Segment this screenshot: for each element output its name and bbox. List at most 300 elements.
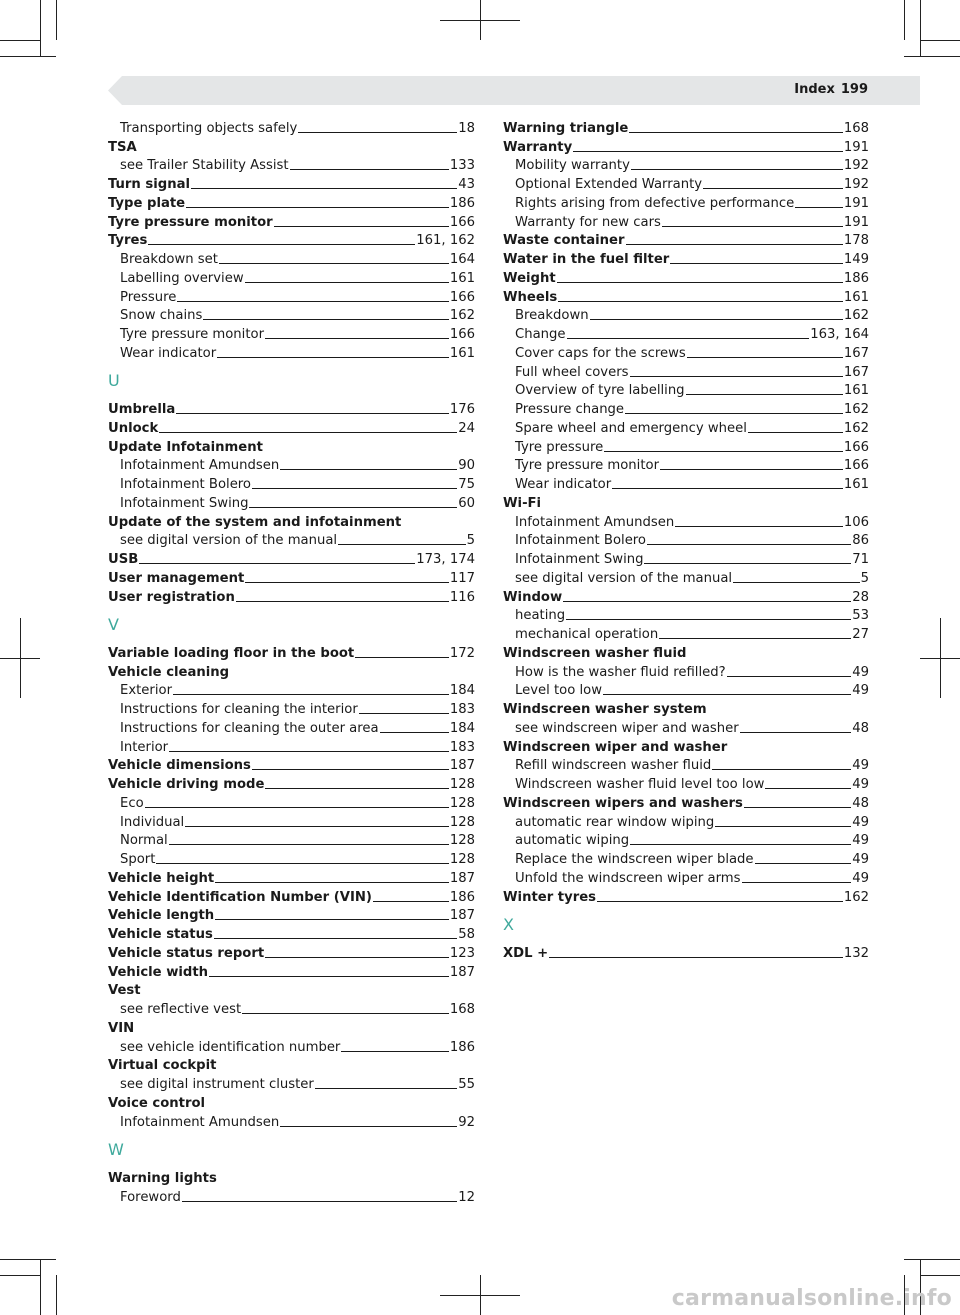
page-reference[interactable]: 184 <box>449 720 475 736</box>
page-reference[interactable]: 178 <box>843 233 869 249</box>
index-subentry[interactable] <box>503 512 869 531</box>
leader-line <box>662 226 843 227</box>
entry-label: Type plate <box>108 195 186 211</box>
page-reference[interactable]: 184 <box>449 683 475 699</box>
index-subentry[interactable] <box>108 531 475 550</box>
leader-line <box>567 338 810 339</box>
index-subentry[interactable] <box>108 718 475 737</box>
entry-label: Windscreen washer fluid level too low <box>515 777 765 792</box>
page-reference[interactable]: 128 <box>449 833 475 849</box>
leader-line <box>566 619 851 620</box>
page-reference[interactable]: 132 <box>843 945 869 961</box>
page-reference[interactable]: 161 <box>843 383 869 399</box>
page-reference[interactable]: 162 <box>843 889 869 905</box>
index-subentry[interactable] <box>503 549 869 568</box>
page-reference[interactable]: 55 <box>458 1077 475 1092</box>
page-reference[interactable]: 187 <box>449 758 475 774</box>
page-reference[interactable]: 191 <box>843 139 869 155</box>
index-subentry[interactable] <box>108 156 475 175</box>
index-subentry[interactable] <box>503 662 869 681</box>
entry-label: Vehicle height <box>108 870 215 886</box>
index-entry[interactable] <box>503 943 869 962</box>
index-entry[interactable] <box>503 268 869 287</box>
page-reference[interactable]: 92 <box>458 1114 475 1130</box>
page-reference[interactable]: 27 <box>852 627 869 642</box>
page-reference[interactable]: 71 <box>852 552 869 567</box>
index-subentry[interactable] <box>108 324 475 343</box>
index-entry[interactable] <box>108 399 475 418</box>
entry-label: Warning lights <box>108 1170 217 1186</box>
leader-line <box>265 338 449 339</box>
leader-line <box>274 226 449 227</box>
index-entry[interactable] <box>108 174 475 193</box>
entry-label: Winter tyres <box>503 889 596 905</box>
page-reference[interactable]: 48 <box>852 795 869 811</box>
entry-label: Tyre pressure monitor <box>120 327 264 342</box>
entry-label: see digital version of the manual <box>515 570 733 586</box>
leader-line <box>315 1088 457 1089</box>
leader-line <box>573 151 843 152</box>
watermark: carmanualsonline.info <box>671 1286 952 1311</box>
page-reference[interactable]: 117 <box>449 570 475 586</box>
crop-mark <box>904 0 905 40</box>
index-subentry[interactable] <box>503 193 869 212</box>
page-reference[interactable]: 163, 164 <box>810 327 869 342</box>
index-subentry[interactable] <box>503 156 869 175</box>
page-reference[interactable]: 186 <box>449 1039 475 1055</box>
page-reference[interactable]: 162 <box>843 308 869 324</box>
index-subentry[interactable] <box>108 249 475 268</box>
leader-line <box>603 694 851 695</box>
index-subentry[interactable] <box>108 474 475 493</box>
index-column-right <box>503 118 869 962</box>
leader-line <box>341 1051 448 1052</box>
entry-label: Vehicle status report <box>108 945 265 961</box>
page-reference[interactable]: 166 <box>843 458 869 474</box>
page-reference[interactable]: 166 <box>449 214 475 230</box>
leader-line <box>191 188 457 189</box>
page-reference[interactable]: 172 <box>449 645 475 661</box>
index-entry[interactable] <box>108 212 475 231</box>
index-entry[interactable] <box>108 774 475 793</box>
index-subentry[interactable] <box>108 999 475 1018</box>
leader-line <box>236 601 449 602</box>
crop-mark <box>0 1275 40 1276</box>
leader-line <box>242 1013 449 1014</box>
leader-line <box>252 488 457 489</box>
page-reference[interactable]: 192 <box>843 158 869 174</box>
entry-label: Weight <box>503 270 556 286</box>
page-reference[interactable]: 166 <box>449 327 475 342</box>
page-reference[interactable]: 128 <box>449 777 475 792</box>
index-subentry[interactable] <box>503 849 869 868</box>
index-subentry[interactable] <box>503 456 869 475</box>
index-subentry[interactable] <box>108 287 475 306</box>
index-subentry[interactable] <box>108 849 475 868</box>
entry-label: VIN <box>108 1020 135 1036</box>
entry-label: heating <box>515 608 566 624</box>
page-reference[interactable]: 161 <box>843 477 869 492</box>
page-reference[interactable]: 28 <box>852 589 869 605</box>
page-reference[interactable]: 191 <box>843 195 869 211</box>
index-entry <box>503 737 869 756</box>
page-reference[interactable]: 173, 174 <box>416 552 475 567</box>
entry-label: Virtual cockpit <box>108 1058 217 1074</box>
entry-label: Windscreen wipers and washers <box>503 795 743 811</box>
leader-line <box>687 357 843 358</box>
crop-mark <box>920 40 960 41</box>
entry-label: see reflective vest <box>120 1002 242 1017</box>
index-subentry[interactable] <box>503 831 869 850</box>
index-entry[interactable] <box>503 887 869 906</box>
entry-label: automatic wiping <box>515 833 630 849</box>
index-subentry[interactable] <box>108 1187 475 1206</box>
page-reference[interactable]: 48 <box>852 720 869 736</box>
index-entry <box>108 981 475 1000</box>
index-subentry[interactable] <box>503 681 869 700</box>
entry-label: Update of the system and infotainment <box>108 514 402 530</box>
index-entry[interactable] <box>108 924 475 943</box>
entry-label: Mobility warranty <box>515 158 630 174</box>
page-reference[interactable]: 186 <box>449 889 475 905</box>
leader-line <box>670 263 843 264</box>
entry-label: User management <box>108 570 245 586</box>
leader-line <box>176 413 449 414</box>
entry-label: Infotainment Swing <box>120 495 249 511</box>
index-subentry[interactable] <box>503 756 869 775</box>
entry-label: Eco <box>120 795 144 811</box>
crop-mark <box>940 618 941 698</box>
leader-line <box>629 132 843 133</box>
leader-line <box>203 319 448 320</box>
index-entry <box>108 1056 475 1075</box>
entry-label: Breakdown <box>515 308 589 324</box>
running-header <box>788 80 868 100</box>
leader-line <box>355 657 449 658</box>
index-subentry[interactable] <box>503 306 869 325</box>
page-reference[interactable]: 49 <box>852 683 869 699</box>
entry-label: Instructions for cleaning the outer area <box>120 720 379 736</box>
index-subentry[interactable] <box>503 362 869 381</box>
leader-line <box>644 563 851 564</box>
leader-line <box>373 901 449 902</box>
entry-label: see digital instrument cluster <box>120 1077 314 1092</box>
index-subentry[interactable] <box>503 343 869 362</box>
entry-label: Full wheel covers <box>515 364 629 380</box>
crop-mark <box>0 1259 56 1260</box>
page-reference[interactable]: 90 <box>458 458 475 474</box>
leader-line <box>173 694 449 695</box>
index-subentry[interactable] <box>503 568 869 587</box>
entry-label: Windscreen wiper and washer <box>503 739 728 755</box>
page-reference[interactable]: 133 <box>449 158 475 174</box>
index-subentry[interactable] <box>503 474 869 493</box>
page-reference[interactable]: 49 <box>852 852 869 867</box>
entry-label: Unlock <box>108 420 159 436</box>
index-entry[interactable] <box>108 943 475 962</box>
page-reference[interactable]: 161, 162 <box>416 233 475 249</box>
index-entry[interactable] <box>108 193 475 212</box>
index-entry <box>503 493 869 512</box>
page-reference[interactable]: 5 <box>860 570 869 586</box>
index-subentry[interactable] <box>108 118 475 137</box>
page-reference[interactable]: 5 <box>466 533 475 549</box>
index-entry <box>108 1018 475 1037</box>
leader-line <box>712 769 851 770</box>
index-subentry[interactable] <box>108 1037 475 1056</box>
page-reference[interactable]: 106 <box>843 514 869 530</box>
index-entry[interactable] <box>108 643 475 662</box>
page-reference[interactable]: 49 <box>852 833 869 849</box>
index-subentry[interactable] <box>503 624 869 643</box>
page-reference[interactable]: 167 <box>843 364 869 380</box>
leader-line <box>380 732 449 733</box>
entry-label: Warning triangle <box>503 120 629 136</box>
leader-line <box>742 882 852 883</box>
entry-label: Unfold the windscreen wiper arms <box>515 870 741 886</box>
crop-mark <box>904 1259 960 1260</box>
page-number: 199 <box>840 82 868 97</box>
entry-label: USB <box>108 552 139 567</box>
index-entry[interactable] <box>108 906 475 925</box>
index-subentry[interactable] <box>503 418 869 437</box>
index-entry[interactable] <box>503 118 869 137</box>
index-subentry[interactable] <box>108 1112 475 1131</box>
index-entry[interactable] <box>503 793 869 812</box>
page-reference[interactable]: 187 <box>449 908 475 924</box>
entry-label: Sport <box>120 852 156 867</box>
page-reference[interactable]: 191 <box>843 214 869 230</box>
page-reference[interactable]: 186 <box>449 195 475 211</box>
index-subentry[interactable] <box>503 531 869 550</box>
index-subentry[interactable] <box>503 399 869 418</box>
page-reference[interactable]: 49 <box>852 664 869 680</box>
index-entry[interactable] <box>108 756 475 775</box>
leader-line <box>612 488 843 489</box>
index-entry <box>108 1093 475 1112</box>
leader-line <box>215 882 449 883</box>
index-subentry[interactable] <box>503 174 869 193</box>
entry-label: Interior <box>120 739 169 755</box>
page-reference[interactable]: 166 <box>843 439 869 455</box>
index-entry[interactable] <box>108 962 475 981</box>
entry-label: Update Infotainment <box>108 439 263 455</box>
index-entry <box>108 437 475 456</box>
entry-label: Infotainment Amundsen <box>120 458 280 474</box>
leader-line <box>558 301 843 302</box>
entry-label: see Trailer Stability Assist <box>120 158 289 174</box>
crop-mark <box>480 0 481 40</box>
index-column-left <box>108 118 475 1206</box>
page-reference[interactable]: 24 <box>458 420 475 436</box>
page-reference[interactable]: 49 <box>852 814 869 830</box>
crop-mark <box>904 56 960 57</box>
page-reference[interactable]: 116 <box>449 589 475 605</box>
page-reference[interactable]: 128 <box>449 795 475 811</box>
page-reference[interactable]: 162 <box>843 402 869 417</box>
page-reference[interactable]: 58 <box>458 927 475 942</box>
leader-line <box>280 1126 457 1127</box>
entry-label: XDL + <box>503 945 549 961</box>
leader-line <box>604 451 843 452</box>
entry-label: Windscreen washer fluid <box>503 645 687 661</box>
crop-mark <box>40 1259 41 1315</box>
index-subentry[interactable] <box>503 812 869 831</box>
page-reference[interactable]: 60 <box>458 495 475 511</box>
leader-line <box>186 207 449 208</box>
leader-line <box>590 319 843 320</box>
index-subentry[interactable] <box>108 793 475 812</box>
entry-label: Warranty for new cars <box>515 214 661 230</box>
page-reference[interactable]: 86 <box>852 533 869 549</box>
index-subentry[interactable] <box>503 718 869 737</box>
index-subentry[interactable] <box>503 437 869 456</box>
page-reference[interactable]: 53 <box>852 608 869 624</box>
index-subentry[interactable] <box>503 324 869 343</box>
leader-line <box>626 244 843 245</box>
index-entry <box>108 137 475 156</box>
page-reference[interactable]: 149 <box>843 252 869 267</box>
entry-label: Infotainment Amundsen <box>515 514 675 530</box>
leader-line <box>631 169 843 170</box>
index-subentry[interactable] <box>503 212 869 231</box>
entry-label: Variable loading floor in the boot <box>108 645 355 661</box>
crop-mark <box>40 0 41 56</box>
crop-mark <box>56 0 57 40</box>
index-subentry[interactable] <box>503 774 869 793</box>
leader-line <box>675 526 843 527</box>
entry-label: mechanical operation <box>515 627 659 642</box>
page-reference[interactable]: 192 <box>843 177 869 192</box>
entry-label: Windscreen washer system <box>503 702 707 717</box>
leader-line <box>219 263 449 264</box>
index-subentry[interactable] <box>503 381 869 400</box>
leader-line <box>359 713 449 714</box>
leader-line <box>156 863 448 864</box>
index-entry <box>503 699 869 718</box>
index-entry[interactable] <box>503 137 869 156</box>
entry-label: Refill windscreen washer fluid <box>515 758 712 774</box>
index-entry[interactable] <box>108 568 475 587</box>
page-reference[interactable]: 183 <box>449 702 475 717</box>
index-entry[interactable] <box>108 549 475 568</box>
page-reference[interactable]: 176 <box>449 402 475 417</box>
page-reference[interactable]: 162 <box>843 420 869 436</box>
entry-label: User registration <box>108 589 235 605</box>
page-reference[interactable]: 168 <box>843 120 869 136</box>
index-entry[interactable] <box>108 868 475 887</box>
index-subentry[interactable] <box>108 268 475 287</box>
crop-mark <box>56 1275 57 1315</box>
page-reference[interactable]: 164 <box>449 252 475 267</box>
page-reference[interactable]: 187 <box>449 964 475 980</box>
index-entry[interactable] <box>503 287 869 306</box>
index-subentry[interactable] <box>108 1074 475 1093</box>
page-reference[interactable]: 49 <box>852 758 869 774</box>
entry-label: see windscreen wiper and washer <box>515 720 739 736</box>
index-entry[interactable] <box>108 418 475 437</box>
index-subentry[interactable] <box>108 456 475 475</box>
entry-label: Replace the windscreen wiper blade <box>515 852 754 867</box>
page-reference[interactable]: 187 <box>449 870 475 886</box>
entry-label: Normal <box>120 833 168 849</box>
page-reference[interactable]: 161 <box>449 270 475 286</box>
leader-line <box>659 638 851 639</box>
index-subentry[interactable] <box>108 812 475 831</box>
entry-label: Water in the fuel filter <box>503 252 670 267</box>
index-entry[interactable] <box>108 887 475 906</box>
leader-line <box>755 863 852 864</box>
entry-label: Breakdown set <box>120 252 218 267</box>
entry-label: Spare wheel and emergency wheel <box>515 420 747 436</box>
leader-line <box>159 432 457 433</box>
page-reference[interactable]: 49 <box>852 870 869 886</box>
entry-label: Instructions for cleaning the interior <box>120 702 358 717</box>
page-reference[interactable]: 161 <box>843 289 869 305</box>
leader-line <box>265 788 448 789</box>
page-reference[interactable]: 186 <box>843 270 869 286</box>
entry-label: Optional Extended Warranty <box>515 177 703 192</box>
index-entry[interactable] <box>503 587 869 606</box>
index-subentry[interactable] <box>108 737 475 756</box>
page-reference[interactable]: 12 <box>458 1189 475 1205</box>
index-subentry[interactable] <box>503 606 869 625</box>
index-subentry[interactable] <box>108 306 475 325</box>
page-reference[interactable]: 167 <box>843 345 869 361</box>
index-subentry[interactable] <box>108 699 475 718</box>
leader-line <box>249 507 457 508</box>
index-subentry[interactable] <box>108 343 475 362</box>
page-reference[interactable]: 128 <box>449 814 475 830</box>
index-entry <box>108 662 475 681</box>
page-reference[interactable]: 123 <box>449 945 475 961</box>
page-reference[interactable]: 128 <box>449 852 475 867</box>
leader-line <box>765 788 851 789</box>
entry-label: Snow chains <box>120 308 203 324</box>
page-reference[interactable]: 18 <box>458 120 475 136</box>
leader-line <box>715 826 851 827</box>
page-reference[interactable]: 166 <box>449 289 475 305</box>
page-reference[interactable]: 75 <box>458 477 475 492</box>
entry-label: Vehicle cleaning <box>108 664 230 680</box>
index-entry[interactable] <box>503 231 869 250</box>
entry-label: Vehicle length <box>108 908 215 924</box>
leader-line <box>597 901 843 902</box>
leader-line <box>214 938 457 939</box>
index-entry[interactable] <box>108 587 475 606</box>
leader-line <box>740 732 852 733</box>
index-subentry[interactable] <box>108 493 475 512</box>
crop-mark <box>0 56 56 57</box>
page-reference[interactable]: 168 <box>449 1002 475 1017</box>
page-reference[interactable]: 161 <box>449 345 475 361</box>
page-reference[interactable]: 49 <box>852 777 869 792</box>
entry-label: see digital version of the manual <box>120 533 338 549</box>
entry-label: Vest <box>108 983 141 999</box>
index-subentry[interactable] <box>108 831 475 850</box>
index-subentry[interactable] <box>503 868 869 887</box>
index-entry[interactable] <box>108 231 475 250</box>
index-letter-heading: X <box>503 914 514 934</box>
index-subentry[interactable] <box>108 681 475 700</box>
page-reference[interactable]: 183 <box>449 739 475 755</box>
index-entry[interactable] <box>503 249 869 268</box>
entry-label: Infotainment Swing <box>515 552 644 567</box>
leader-line <box>182 1201 457 1202</box>
page-reference[interactable]: 43 <box>458 177 475 192</box>
page-reference[interactable]: 162 <box>449 308 475 324</box>
entry-label: see vehicle identification number <box>120 1039 341 1055</box>
